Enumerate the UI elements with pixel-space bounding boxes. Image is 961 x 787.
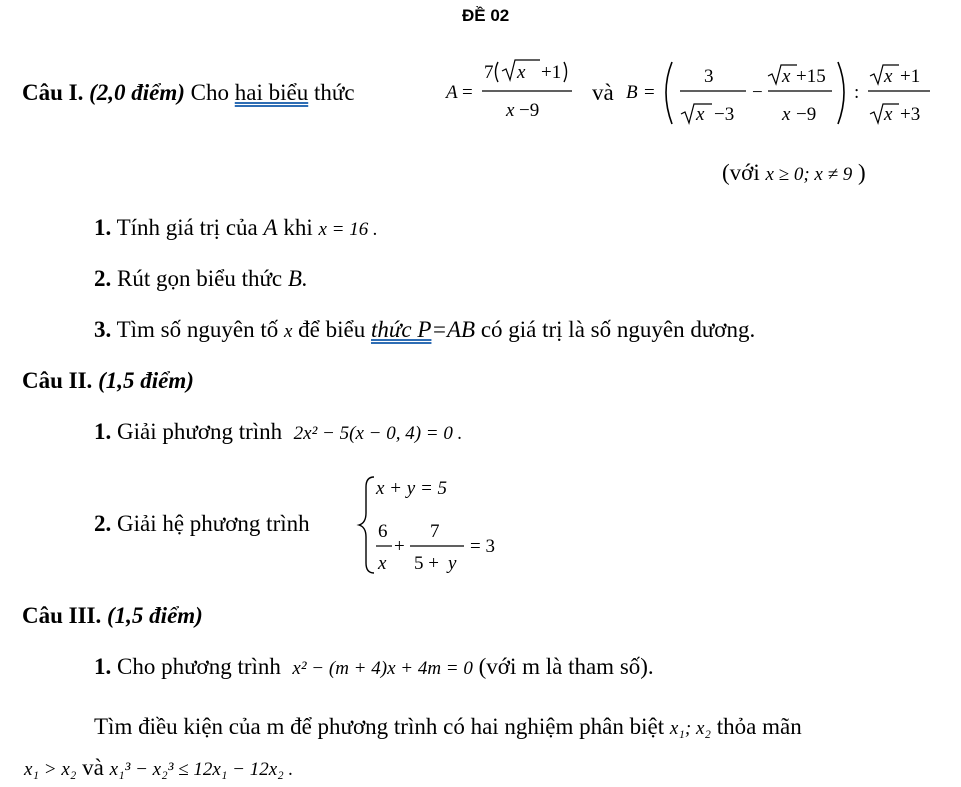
svg-text:=: =: [644, 82, 655, 103]
q1-item-3: [94, 317, 755, 343]
q3-heading-line: [22, 603, 203, 629]
svg-text:−3: −3: [714, 104, 735, 125]
svg-text:= 3: = 3: [470, 536, 495, 557]
svg-text:7: 7: [430, 521, 440, 542]
svg-text:+1: +1: [541, 62, 562, 83]
svg-text:y: y: [448, 553, 457, 574]
q1-heading: Câu I.: [22, 80, 84, 105]
q2-item-2-num: 2.: [94, 511, 112, 536]
q1-intro-before: Cho: [190, 80, 230, 105]
q2-item-1-math: 2x² − 5(x − 0, 4) = 0 .: [293, 423, 463, 444]
q2-points: (1,5 điểm): [98, 368, 194, 393]
q2-item-1-text: Giải phương trình: [117, 419, 283, 444]
q1-and: và: [592, 80, 614, 105]
q1-item-3-var: x: [283, 321, 293, 342]
svg-text:5 +: 5 +: [414, 553, 439, 574]
q3-roots: x₁; x₂: [669, 718, 712, 739]
svg-text:6: 6: [378, 521, 388, 542]
svg-text:−9: −9: [796, 104, 817, 125]
q3-item-1: [94, 654, 654, 680]
q1-condition: [722, 160, 866, 186]
q2-item-2: [94, 511, 310, 537]
q3-item-1-note: (với m là tham số).: [478, 654, 654, 679]
q1-item-3-after: có giá trị là số nguyên dương.: [480, 317, 756, 342]
svg-text:x: x: [782, 66, 791, 87]
svg-text:7: 7: [484, 62, 494, 83]
svg-text:x: x: [506, 100, 515, 121]
q2-heading-line: [22, 368, 194, 394]
q2-heading: Câu II.: [22, 368, 93, 393]
svg-text:−9: −9: [519, 100, 540, 121]
q3-points: (1,5 điểm): [107, 603, 203, 628]
svg-text:x: x: [696, 104, 705, 125]
q1-cond-open: (với: [722, 160, 760, 185]
q1-item-2-text: Rút gọn biểu thức: [117, 266, 283, 291]
q3-item-1-num: 1.: [94, 654, 112, 679]
q1-intro-after: thức: [313, 80, 355, 105]
system-eq-1: x + y = 5: [376, 478, 448, 499]
q1-item-3-eq: =AB: [431, 317, 476, 342]
q3-item-1-math: x² − (m + 4)x + 4m = 0: [292, 658, 473, 679]
q1-cond-close: ): [858, 160, 866, 185]
q3-line-3: [24, 755, 293, 781]
q1-item-1-after: khi: [283, 215, 313, 240]
svg-text:−: −: [752, 82, 763, 103]
svg-text:A: A: [446, 82, 458, 103]
svg-text:+1: +1: [900, 66, 921, 87]
q3-item-1-text: Cho phương trình: [117, 654, 281, 679]
svg-text:+: +: [394, 536, 405, 557]
q1-item-3-before: Tìm số nguyên tố: [116, 317, 279, 342]
q2-item-1: [94, 419, 462, 445]
q3-line-2-after: thỏa mãn: [716, 714, 802, 739]
svg-text:B: B: [626, 82, 638, 103]
q1-item-3-num: 3.: [94, 317, 112, 342]
q3-line-2-before: Tìm điều kiện của m để phương trình có hai nghiệm phân biệt: [94, 714, 665, 739]
q3-cond-1: x₁ > x₂: [24, 759, 77, 780]
q3-line-3-and: và: [82, 755, 104, 780]
q3-heading: Câu III.: [22, 603, 102, 628]
q1-item-1: [94, 215, 378, 241]
formula-b: [624, 52, 958, 132]
q1-item-1-num: 1.: [94, 215, 112, 240]
q1-item-3-link[interactable]: thức P: [370, 317, 432, 342]
q1-item-1-var: A: [263, 215, 278, 240]
svg-text:x: x: [517, 62, 526, 83]
q2-item-1-num: 1.: [94, 419, 112, 444]
q1-item-2-var: B.: [287, 266, 308, 291]
svg-text:x: x: [782, 104, 791, 125]
equation-system: [356, 473, 506, 577]
exam-title: ĐỀ 02: [462, 6, 510, 25]
q1-item-1-before: Tính giá trị của: [116, 215, 258, 240]
q1-points: (2,0 điểm): [89, 80, 185, 105]
svg-text:=: =: [462, 82, 473, 103]
q1-item-1-math: x = 16 .: [318, 219, 378, 240]
q3-cond-2: x₁³ − x₂³ ≤ 12x₁ − 12x₂ .: [109, 759, 294, 780]
svg-text:+15: +15: [796, 66, 826, 87]
q1-intro-line: [22, 80, 355, 106]
q1-item-2-num: 2.: [94, 266, 112, 291]
q1-item-2: [94, 266, 308, 292]
q1-cond-math: x ≥ 0; x ≠ 9: [765, 164, 853, 185]
q1-item-3-middle: để biểu: [298, 317, 366, 342]
svg-text:+3: +3: [900, 104, 921, 125]
svg-text:x: x: [884, 66, 893, 87]
svg-text:3: 3: [704, 66, 714, 87]
formula-a: [444, 52, 594, 128]
q1-intro-link[interactable]: hai biểu: [234, 80, 309, 105]
q3-line-2: [94, 714, 802, 740]
q2-item-2-text: Giải hệ phương trình: [117, 511, 310, 536]
svg-text::: :: [854, 82, 860, 103]
svg-text:x: x: [884, 104, 893, 125]
svg-text:x: x: [378, 553, 387, 574]
